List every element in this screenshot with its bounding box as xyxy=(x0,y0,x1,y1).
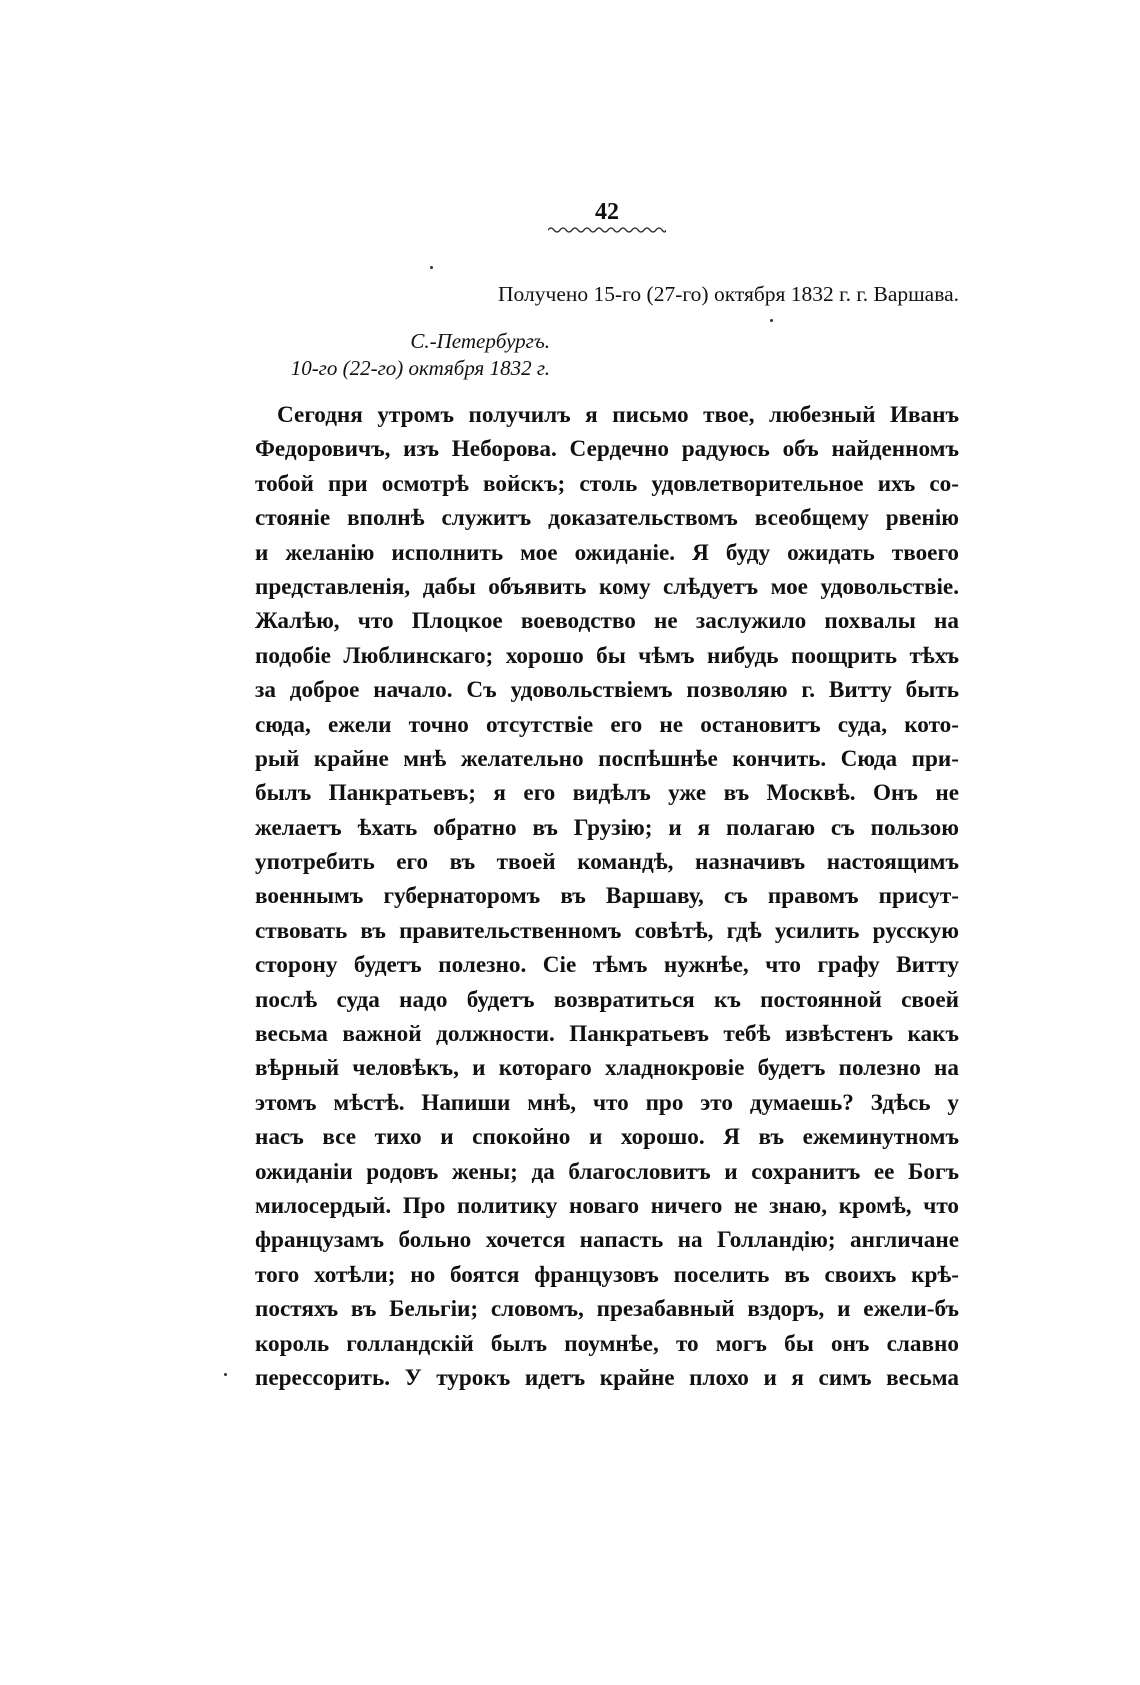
body-line: ожиданіи родовъ жены; да благословитъ и сохранитъ ее Богъ xyxy=(255,1158,959,1185)
body-line: постяхъ въ Бельгіи; словомъ, презабавный вздоръ, и ежели-бъ xyxy=(255,1296,959,1323)
letter-place: С.-Петербургъ. xyxy=(410,329,550,353)
body-line: король голландскій былъ поумнѣе, то могъ бы онъ славно xyxy=(255,1330,959,1357)
body-line: ствовать въ правительственномъ совѣтѣ, гдѣ усилить русскую xyxy=(255,917,959,944)
body-line: тобой при осмотрѣ войскъ; столь удовлетворительное ихъ со- xyxy=(255,470,959,497)
body-line: Сегодня утромъ получилъ я письмо твое, любезный Иванъ xyxy=(277,402,959,428)
body-line: вѣрный человѣкъ, и котораго хладнокровіе будетъ полезно на xyxy=(255,1055,959,1082)
body-line: военнымъ губернаторомъ въ Варшаву, съ правомъ присут- xyxy=(255,883,959,910)
letter-date: 10-го (22-го) октября 1832 г. xyxy=(290,356,550,380)
body-line: французамъ больно хочется напасть на Голландію; англичане xyxy=(255,1227,959,1254)
body-line: подобіе Люблинскаго; хорошо бы чѣмъ нибудь поощрить тѣхъ xyxy=(255,642,959,669)
body-line: милосердый. Про политику новаго ничего не знаю, кромѣ, что xyxy=(255,1192,959,1219)
body-line: желаетъ ѣхать обратно въ Грузію; и я полагаю съ пользою xyxy=(255,814,959,841)
ink-speck xyxy=(430,266,433,269)
body-line: за доброе начало. Съ удовольствіемъ позволяю г. Витту быть xyxy=(255,677,959,704)
body-line: весьма важной должности. Панкратьевъ тебѣ извѣстенъ какъ xyxy=(255,1021,959,1048)
body-line: и желанію исполнить мое ожиданіе. Я буду ожидать твоего xyxy=(255,539,959,566)
ink-speck xyxy=(770,319,773,322)
body-line: стояніе вполнѣ служитъ доказательствомъ всеобщему рвенію xyxy=(255,505,959,532)
body-line: представленія, дабы объявить кому слѣдуетъ мое удовольствіе. xyxy=(255,573,959,600)
body-line: этомъ мѣстѣ. Напиши мнѣ, что про это думаешь? Здѣсь у xyxy=(255,1089,959,1116)
ink-speck xyxy=(224,1373,227,1376)
body-line: перессорить. У турокъ идетъ крайне плохо и я симъ весьма xyxy=(255,1364,959,1391)
page-number: 42 xyxy=(595,199,619,225)
body-line: употребить его въ твоей командѣ, назначивъ настоящимъ xyxy=(255,849,959,876)
body-line: былъ Панкратьевъ; я его видѣлъ уже въ Москвѣ. Онъ не xyxy=(255,780,959,807)
wavy-rule-ornament xyxy=(548,226,666,234)
received-note: Получено 15-го (27-го) октября 1832 г. г. Варшава. xyxy=(498,282,959,306)
body-line: рый крайне мнѣ желательно поспѣшнѣе кончить. Сюда при- xyxy=(255,745,959,772)
body-line: послѣ суда надо будетъ возвратиться къ постоянной своей xyxy=(255,986,959,1013)
body-line: насъ все тихо и спокойно и хорошо. Я въ ежеминутномъ xyxy=(255,1124,959,1151)
body-line: Федоровичъ, изъ Неборова. Сердечно радуюсь объ найденномъ xyxy=(255,436,959,463)
letter-body xyxy=(255,398,959,1395)
body-line: Жалѣю, что Плоцкое воеводство не заслужило похвалы на xyxy=(255,608,959,635)
body-line: того хотѣли; но боятся французовъ поселить въ своихъ крѣ- xyxy=(255,1261,959,1288)
body-line: сюда, ежели точно отсутствіе его не остановитъ суда, кото- xyxy=(255,711,959,738)
body-line: сторону будетъ полезно. Сіе тѣмъ нужнѣе, что графу Витту xyxy=(255,952,959,979)
